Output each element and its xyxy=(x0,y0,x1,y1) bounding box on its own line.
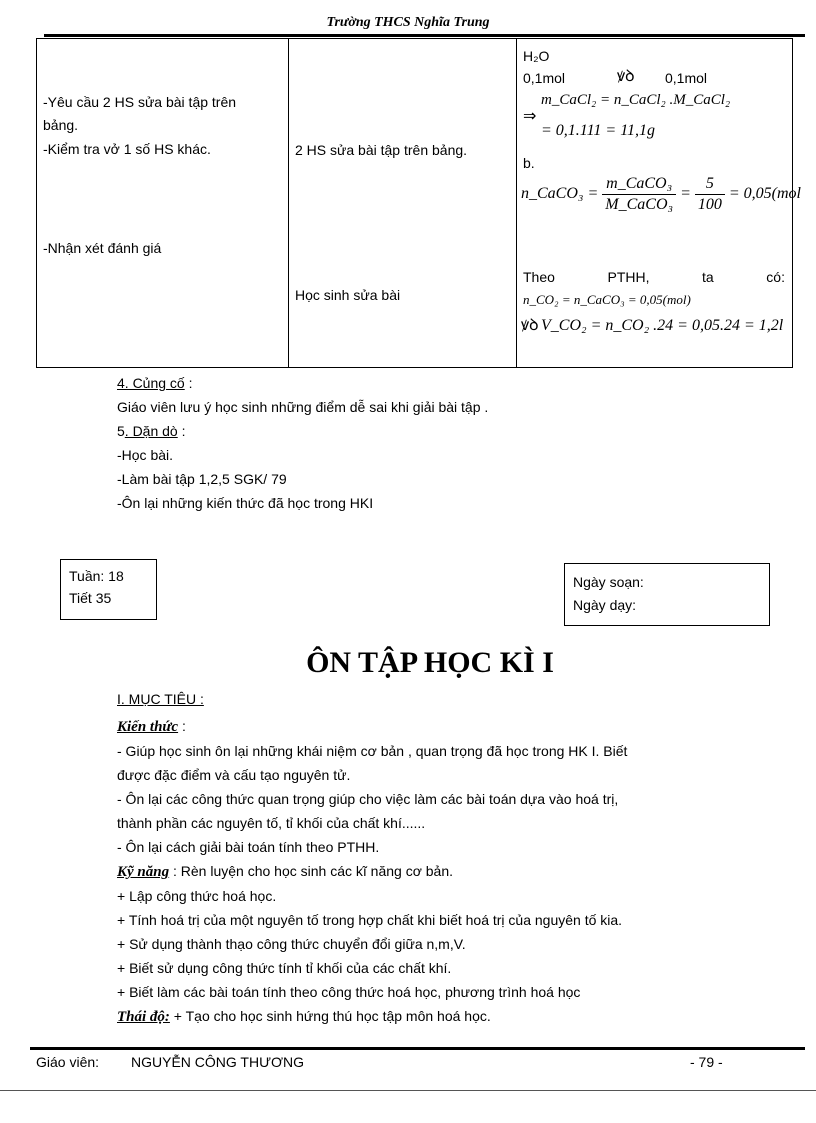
theo-word: ta xyxy=(702,269,714,285)
col1-line3: -Kiểm tra vở 1 số HS khác. xyxy=(43,141,211,157)
n-co2-equation: n_CO₂ = n_CaCO₃ = 0,05(mol) xyxy=(523,292,691,307)
mol-left: 0,1mol xyxy=(523,70,566,86)
prepared-date: Ngày soạn: xyxy=(573,574,644,590)
knowledge-line: - Ôn lại các công thức quan trọng giúp cho việc làm các bài toán dựa vào hoá trị, xyxy=(117,791,619,807)
page-edge xyxy=(0,1090,816,1091)
mass-formula: m_CaCl₂ = n_CaCl₂ .M_CaCl₂ xyxy=(541,92,731,108)
school-header: Trường THCS Nghĩa Trung xyxy=(326,15,490,30)
skills-line: + Sử dụng thành thạo công thức chuyển đổi giữa n,m,V. xyxy=(117,936,466,952)
mole-equation xyxy=(521,174,801,215)
frac1-numerator: m_CaCO₃ xyxy=(602,174,676,195)
col1-line2: bảng. xyxy=(43,117,79,133)
week-label: Tuần: 18 xyxy=(69,568,124,584)
knowledge-line: - Ôn lại cách giải bài toán tính theo PTHH. xyxy=(117,839,380,855)
date-box xyxy=(564,563,770,626)
footer-rule xyxy=(30,1047,805,1050)
n-lhs: n_CaCO₃ = xyxy=(521,185,599,203)
cung-co-text: Giáo viên lưu ý học sinh những điểm dễ sai khi giải bài tập . xyxy=(117,399,489,415)
objectives-body xyxy=(117,714,757,1029)
skills-line: + Biết làm các bài toán tính theo công thức hoá học, phương trình hoá học xyxy=(117,984,581,1000)
lesson-label: Tiết 35 xyxy=(69,590,112,606)
knowledge-line: - Giúp học sinh ôn lại những khái niệm cơ bản , quan trọng đã học trong HK I. Biết xyxy=(117,743,628,759)
page-number: - 79 - xyxy=(690,1054,723,1070)
volume-equation: V_CO₂ = n_CO₂ .24 = 0,05.24 = 1,2l xyxy=(541,317,784,334)
theo-word: PTHH, xyxy=(607,269,650,285)
col2-line2: Học sinh sửa bài xyxy=(295,287,401,303)
skills-line: + Lập công thức hoá học. xyxy=(117,888,277,904)
h2o-label: H₂O xyxy=(523,48,550,64)
teacher-name: NGUYỄN CÔNG THƯƠNG xyxy=(131,1054,305,1070)
col1-line4: -Nhận xét đánh giá xyxy=(43,240,162,256)
attitude-line: Thái độ: + Tạo cho học sinh hứng thú học tập môn hoá học. xyxy=(117,1008,491,1025)
knowledge-line: được đặc điểm và cấu tạo nguyên tử. xyxy=(117,767,351,783)
fraction-mass xyxy=(602,174,676,215)
objectives-heading: I. MỤC TIÊU : xyxy=(117,691,204,707)
student-activity-cell xyxy=(289,39,517,368)
theo-word: có: xyxy=(766,269,785,285)
arrow-symbol: ⇒ xyxy=(523,108,537,125)
header-rule xyxy=(44,34,805,37)
implies-symbol: ꝟꝺ xyxy=(617,68,635,85)
dan-do-heading: 5. Dặn dò : xyxy=(117,423,186,439)
n-result: = 0,05(mol xyxy=(728,185,801,203)
dan-do-item: -Ôn lại những kiến thức đã học trong HKI xyxy=(117,495,374,511)
skills-line: + Tính hoá trị của một nguyên tố trong hợp chất khi biết hoá trị của nguyên tố kia. xyxy=(117,912,623,928)
content-cell xyxy=(517,39,801,368)
teacher-label: Giáo viên: xyxy=(36,1054,100,1070)
fraction-values xyxy=(695,174,725,215)
mass-result: = 0,1.111 = 11,1g xyxy=(541,122,656,139)
theo-word: Theo xyxy=(523,269,555,285)
col1-line1: -Yêu cầu 2 HS sửa bài tập trên xyxy=(43,94,237,110)
week-box xyxy=(60,559,157,620)
theo-line xyxy=(523,266,785,289)
lesson-table xyxy=(36,38,801,368)
taught-date: Ngày dạy: xyxy=(573,597,637,613)
part-b-label: b. xyxy=(523,155,535,171)
knowledge-heading: Kiến thức : xyxy=(117,718,186,735)
skills-heading: Kỹ năng : Rèn luyện cho học sinh các kĩ năng cơ bản. xyxy=(117,863,454,880)
page-title: ÔN TẬP HỌC KÌ I xyxy=(306,646,554,679)
implies-symbol-2: ꝟꝺ xyxy=(521,317,539,334)
dan-do-item: -Làm bài tập 1,2,5 SGK/ 79 xyxy=(117,471,287,487)
skills-line: + Biết sử dụng công thức tính tỉ khối của các chất khí. xyxy=(117,960,452,976)
equals-sign: = xyxy=(680,185,691,203)
cung-co-heading: 4. Củng cố : xyxy=(117,375,193,391)
frac2-denominator: 100 xyxy=(697,196,722,213)
mol-right: 0,1mol xyxy=(665,70,708,86)
frac2-numerator: 5 xyxy=(695,174,725,195)
knowledge-line: thành phần các nguyên tố, tỉ khối của chất khí...... xyxy=(117,815,426,831)
col2-line1: 2 HS sửa bài tập trên bảng. xyxy=(295,142,468,158)
teacher-activity-cell xyxy=(37,39,289,368)
frac1-denominator: M_CaCO₃ xyxy=(605,196,674,213)
dan-do-item: -Học bài. xyxy=(117,447,174,463)
